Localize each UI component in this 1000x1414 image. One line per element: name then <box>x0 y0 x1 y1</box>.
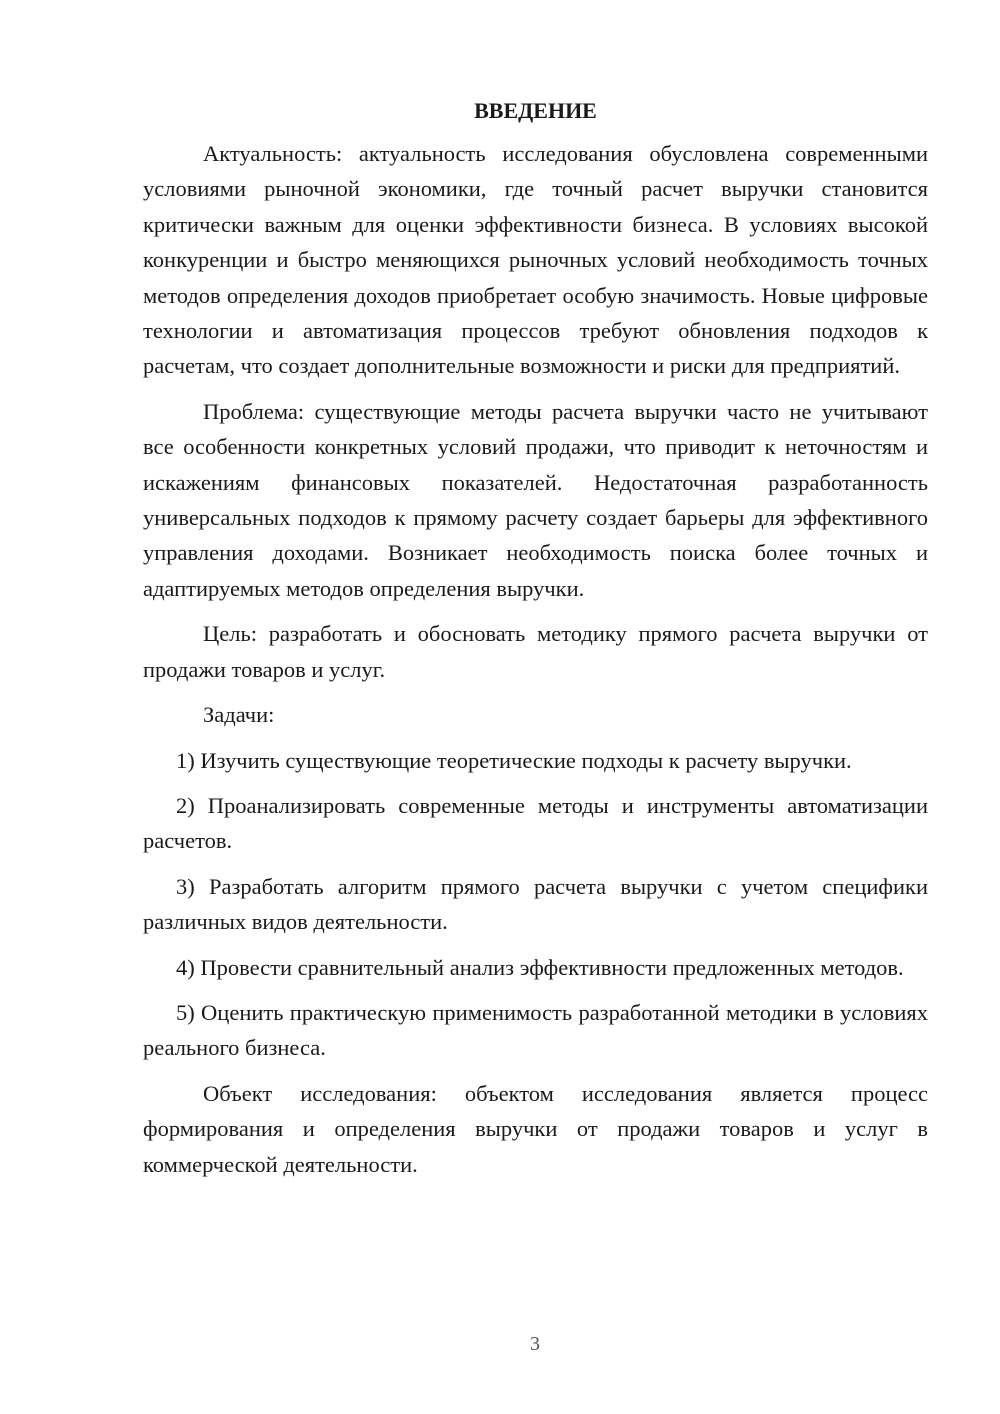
task-item-5: 5) Оценить практическую применимость разработанной методики в условиях реального бизнеса. <box>143 999 928 1061</box>
document-page <box>143 96 928 1192</box>
paragraph-goal: Цель: разработать и обосновать методику прямого расчета выручки от продажи товаров и услуг. <box>143 621 928 682</box>
task-item-4: 4) Провести сравнительный анализ эффективности предложенных методов. <box>176 954 904 980</box>
paragraph-problem: Проблема: существующие методы расчета выручки часто не учитывают все особенности конкретных условий продажи, что приводит к неточностям и искажениям финансовых показателей. Недостаточная разработанность универсальных подходов к прямому расчету создает барьеры для эффективного управления доходами. Возникает необходимость поиска более точных и адаптируемых методов определения выручки. <box>143 398 928 601</box>
tasks-label: Задачи: <box>203 702 275 728</box>
page-number: 3 <box>530 1333 540 1355</box>
task-item-1: 1) Изучить существующие теоретические подходы к расчету выручки. <box>176 747 852 773</box>
section-title: ВВЕДЕНИЕ <box>474 98 597 123</box>
task-item-2: 2) Проанализировать современные методы и инструменты автоматизации расчетов. <box>143 792 928 854</box>
task-item-3: 3) Разработать алгоритм прямого расчета выручки с учетом специфики различных видов деятельности. <box>143 873 928 935</box>
paragraph-object: Объект исследования: объектом исследования является процесс формирования и определения выручки от продажи товаров и услуг в коммерческой деятельности. <box>143 1080 928 1177</box>
paragraph-relevance: Актуальность: актуальность исследования обусловлена современными условиями рыночной экономики, где точный расчет выручки становится критически важным для оценки эффективности бизнеса. В условиях высокой конкуренции и быстро меняющихся рыночных условий необходимость точных методов определения доходов приобретает особую значимость. Новые цифровые технологии и автоматизация процессов требуют обновления подходов к расчетам, что создает дополнительные возможности и риски для предприятий. <box>143 141 928 379</box>
